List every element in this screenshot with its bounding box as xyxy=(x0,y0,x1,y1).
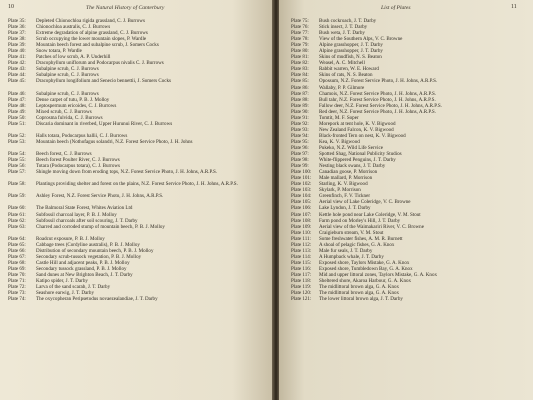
plate-caption: View of the Southern Alps, V. C. Browne xyxy=(319,36,403,43)
plate-caption: Subfossil charcoals after soil scouring, J. T. Darby xyxy=(36,217,138,224)
plate-caption: Secondary scrub-tussock vegetation, P. B. J. Molloy xyxy=(36,253,142,260)
plate-number: Plate 121: xyxy=(291,296,312,303)
plate-number: Plate 90: xyxy=(291,108,309,115)
plate-caption: The Balmoral State Forest, Whites Aviation Ltd xyxy=(36,205,133,212)
plate-number: Plate 62: xyxy=(8,217,26,224)
plate-number: Plate 78: xyxy=(291,36,309,43)
plate-caption: Subalpine scrub, C. J. Burrows xyxy=(36,72,99,79)
plate-entry xyxy=(8,224,270,236)
plate-caption: Larva of the sand scarab, J. T. Darby xyxy=(36,284,111,291)
plate-caption: Mixed scrub, C. J. Burrows xyxy=(36,108,92,115)
plate-caption: Male fur seals, J. T. Darby xyxy=(319,247,373,254)
plate-caption: Dense carpet of tutu, P. B. J. Molloy xyxy=(36,96,110,103)
plate-caption: Subfossil charcoal layer, P. B. J. Molloy xyxy=(36,211,117,218)
plate-number: Plate 36: xyxy=(8,24,26,31)
plate-caption: Beech forest Poulter River, C. J. Burrows xyxy=(36,157,120,164)
plate-number: Plate 64: xyxy=(8,235,26,242)
plate-number: Plate 56: xyxy=(8,163,26,170)
plate-caption: Mountain beech forest and subalpine scrub, J. Somers Cocks xyxy=(36,42,159,49)
plate-number: Plate 60: xyxy=(8,205,26,212)
plate-caption: Weasel, A. C. Mitchell xyxy=(319,60,365,67)
plate-caption: Spotted Shag, National Publicity Studios xyxy=(319,151,402,158)
plate-caption: Aerial view of Lake Coleridge, V. C. Browne xyxy=(319,199,411,206)
plate-caption: Morepork at tent hole, K. V. Bigwood xyxy=(319,120,396,127)
plate-number: Plate 120: xyxy=(291,290,312,297)
plate-number: Plate 39: xyxy=(8,42,26,49)
plate-number: Plate 84: xyxy=(291,72,309,79)
plate-caption: Stick insect, J. T. Darby xyxy=(319,24,368,31)
plate-number: Plate 72: xyxy=(8,284,26,291)
plate-caption: Skins of mudfish, N. S. Beaton xyxy=(319,54,382,61)
plate-number: Plate 71: xyxy=(8,278,26,285)
plate-caption: Totara (Podocarpus totara), C. J. Burrows xyxy=(36,163,121,170)
plate-number: Plate 105: xyxy=(291,199,312,206)
plate-number: Plate 79: xyxy=(291,42,309,49)
plate-caption: Mountain beech (Nothofagus solandri, N.Z. Forest Service Photo, J. H. Johns xyxy=(36,138,193,145)
plate-number: Plate 96: xyxy=(291,144,309,151)
plate-caption: Chionochloa australis, C. J. Burrows xyxy=(36,24,111,31)
plate-caption: Subalpine scrub, C. J. Burrows xyxy=(36,66,99,73)
plate-caption: White-flippered Penguins, J. T. Darby xyxy=(319,157,396,164)
plate-number: Plate 107: xyxy=(291,211,312,218)
plate-entry xyxy=(8,296,270,302)
plate-entry xyxy=(8,121,270,133)
plate-caption: The oxycopheran Peripsetodus novaezealandiae, J. T. Darby xyxy=(36,296,158,303)
plate-number: Plate 114: xyxy=(291,253,312,260)
plate-caption: Lake Lyndon, J. T. Darby xyxy=(319,205,371,212)
plate-number: Plate 49: xyxy=(8,108,26,115)
plate-caption: Scrub occupying the lower mountain slopes, P. Wardle xyxy=(36,36,147,43)
plate-number: Plate 89: xyxy=(291,102,309,109)
plate-caption: Tomtit, M. F. Soper xyxy=(319,114,359,121)
running-head: List of Plates xyxy=(381,5,411,11)
plate-number: Plate 98: xyxy=(291,157,309,164)
plate-caption: Subalpine scrub, C. J. Burrows xyxy=(36,90,99,97)
plate-caption: A Humpback whale, J. T. Darby xyxy=(319,253,384,260)
plate-number: Plate 93: xyxy=(291,126,309,133)
plate-caption: Exposed shore, Tumbledown Bay, G. A. Knox xyxy=(319,265,413,272)
plate-caption: Patches of low scrub, A. P. Underhill xyxy=(36,54,111,61)
plate-number: Plate 67: xyxy=(8,253,26,260)
plate-number: Plate 94: xyxy=(291,132,309,139)
plate-caption: Dracophyllum longifolium and Senecio bennettii, J. Somers Cocks xyxy=(36,78,171,85)
plate-number: Plate 54: xyxy=(8,151,26,158)
plate-number: Plate 74: xyxy=(8,296,26,303)
plate-number: Plate 119: xyxy=(291,284,312,291)
plate-caption: Depleted Chionochloa rigida grassland, C. J. Burrows xyxy=(36,18,145,24)
plate-caption: Discaria dominant in riverbed, Upper Hurunui River, C. J. Burrows xyxy=(36,120,173,127)
plate-number: Plate 95: xyxy=(291,138,309,145)
plate-number: Plate 48: xyxy=(8,102,26,109)
plate-number: Plate 77: xyxy=(291,30,309,37)
plate-caption: Castle Hill and adjacent peaks, P. B. J. Molloy xyxy=(36,259,130,266)
plate-number: Plate 70: xyxy=(8,271,26,278)
plate-number: Plate 110: xyxy=(291,229,312,236)
plate-number: Plate 83: xyxy=(291,66,309,73)
plate-number: Plate 80: xyxy=(291,48,309,55)
plate-caption: Alpine grasshopper, J. T. Darby xyxy=(319,42,383,49)
plate-caption: Pukeko, N.Z. Wild Life Service xyxy=(319,144,384,151)
plate-number: Plate 97: xyxy=(291,151,309,158)
plate-caption: Greenfinch, F. V. Tickner xyxy=(319,193,370,200)
plate-caption: The lower littoral brown alga, J. T. Darby xyxy=(319,296,403,303)
plate-number: Plate 46: xyxy=(8,90,26,97)
plate-number: Plate 53: xyxy=(8,138,26,145)
plate-number: Plate 118: xyxy=(291,278,312,285)
plate-caption: Seashore earwig, J. T. Darby xyxy=(36,290,94,297)
plate-entry xyxy=(8,169,270,181)
plate-caption: Charred and corroded stump of mountain beech, P. B. J. Molloy xyxy=(36,223,165,230)
plate-number: Plate 38: xyxy=(8,36,26,43)
plate-caption: Fallow deer, N.Z. Forest Service Photo, J. H. Johns, A.R.P.S. xyxy=(319,102,442,109)
plate-caption: Katipo spider, J. T. Darby xyxy=(36,278,88,285)
plate-caption: Beech forest, C. J. Burrows xyxy=(36,151,92,158)
plate-number: Plate 51: xyxy=(8,120,26,127)
plate-number: Plate 73: xyxy=(8,290,26,297)
plate-number: Plate 37: xyxy=(8,30,26,37)
page-number: 10 xyxy=(8,4,14,10)
plate-number: Plate 106: xyxy=(291,205,312,212)
plate-caption: Opossum, N.Z. Forest Service Photo, J. H. Johns, A.R.P.S. xyxy=(319,78,438,85)
plate-caption: Ashley Forest, N.Z. Forest Service Photo, J. H. Johns, A.R.P.S. xyxy=(36,193,164,200)
plate-caption: Snow totara, P. Wardle xyxy=(36,48,82,55)
plate-number: Plate 76: xyxy=(291,24,309,31)
plate-number: Plate 59: xyxy=(8,193,26,200)
plate-caption: Leptospermum ericoides, C. J. Burrows xyxy=(36,102,117,109)
plate-caption: Mid and upper littoral zones, Taylors Mistake, G. A. Knox xyxy=(319,271,437,278)
plate-caption: The midlittoral brown alga, G. A. Knox xyxy=(319,284,400,291)
plate-caption: Sand dunes at New Brighton Beach, J. T. Darby xyxy=(36,271,133,278)
plate-caption: Shingle moving down from eroding tops, N.Z. Forest Service Photo, J. H. Johns, A.R.P.S. xyxy=(36,169,218,176)
plate-number: Plate 75: xyxy=(291,18,309,24)
plate-number: Plate 108: xyxy=(291,217,312,224)
plate-number: Plate 65: xyxy=(8,241,26,248)
right-page xyxy=(279,0,533,400)
plate-number: Plate 111: xyxy=(291,235,311,242)
plate-number: Plate 66: xyxy=(8,247,26,254)
plate-number: Plate 52: xyxy=(8,132,26,139)
plate-number: Plate 35: xyxy=(8,18,26,24)
plate-number: Plate 68: xyxy=(8,259,26,266)
plate-number: Plate 43: xyxy=(8,66,26,73)
plate-number: Plate 63: xyxy=(8,223,26,230)
plate-caption: A shoal of pelagic fishes, G. A. Knox xyxy=(319,241,395,248)
plate-caption: Nesting black swans, J. T. Darby xyxy=(319,163,386,170)
plate-number: Plate 117: xyxy=(291,271,312,278)
plate-caption: Male mallard, P. Morrison xyxy=(319,175,373,182)
plate-number: Plate 112: xyxy=(291,241,312,248)
plate-entry xyxy=(8,193,270,205)
plate-number: Plate 45: xyxy=(8,78,26,85)
plate-caption: Kea, K. V. Bigwood xyxy=(319,138,360,145)
plate-caption: Black-fronted Tern on nest, K. V. Bigwood xyxy=(319,132,406,139)
plate-caption: Aerial view of the Waimakariri River, V. C. Browne xyxy=(319,223,424,230)
plate-number: Plate 55: xyxy=(8,157,26,164)
plate-number: Plate 113: xyxy=(291,247,312,254)
plate-caption: Extreme degradation of alpine grassland, C. J. Burrows xyxy=(36,30,148,37)
plate-caption: Canadian goose, P. Morrison xyxy=(319,169,378,176)
plate-caption: Bull tahr, N.Z. Forest Service Photo, J. H. Johns, A.R.P.S. xyxy=(319,96,436,103)
plate-entry xyxy=(8,78,270,90)
plate-number: Plate 69: xyxy=(8,265,26,272)
plate-number: Plate 82: xyxy=(291,60,309,67)
plate-number: Plate 40: xyxy=(8,48,26,55)
plate-caption: Bush cockroach, J. T. Darby xyxy=(319,18,377,24)
plate-caption: Starling, K. V. Bigwood xyxy=(319,181,368,188)
plate-number: Plate 100: xyxy=(291,169,312,176)
plate-caption: Secondary tussock grassland, P. B. J. Molloy xyxy=(36,265,127,272)
plate-number: Plate 86: xyxy=(291,84,309,91)
plate-caption: Distribution of secondary mountain beech, P. B. J. Molloy xyxy=(36,247,154,254)
plate-number: Plate 102: xyxy=(291,181,312,188)
plate-number: Plate 104: xyxy=(291,193,312,200)
plate-caption: Halls totara, Podocarpus hallii, C. J. Burrows xyxy=(36,132,128,139)
plate-caption: Roadcut exposure, P. B. J. Molloy xyxy=(36,235,105,242)
plate-entry xyxy=(291,296,529,302)
plate-caption: New Zealand Falcon, K. V. Bigwood xyxy=(319,126,394,133)
plate-number: Plate 61: xyxy=(8,211,26,218)
plate-number: Plate 47: xyxy=(8,96,26,103)
plate-number: Plate 88: xyxy=(291,96,309,103)
plate-caption: Coprosma fulvida, C. J. Burrows xyxy=(36,114,103,121)
plate-caption: Alpine grasshopper, J. T. Darby xyxy=(319,48,383,55)
plate-caption: Bush weta, J. T. Darby xyxy=(319,30,365,37)
plate-caption: Chamois, N.Z. Forest Service Photo, J. H. Johns, A.R.P.S. xyxy=(319,90,437,97)
plate-caption: Cabbage trees (Cordyline australis), P. B. J. Molloy xyxy=(36,241,140,248)
plate-number: Plate 92: xyxy=(291,120,309,127)
plate-number: Plate 103: xyxy=(291,187,312,194)
plate-caption: Exposed shore, Taylors Mistake, G. A. Knox xyxy=(319,259,410,266)
plate-number: Plate 41: xyxy=(8,54,26,61)
plate-entry xyxy=(8,181,270,193)
plate-number: Plate 85: xyxy=(291,78,309,85)
plate-caption: Plantings providing shelter and forest on the plains, N.Z. Forest Service Photo, J. H. Johns, A.R.P.S. xyxy=(36,181,238,188)
plate-caption: The midlittoral brown alga, G. A. Knox xyxy=(319,290,400,297)
plate-caption: Some freshwater fishes, A. M. R. Burnett xyxy=(319,235,403,242)
plate-caption: Rabbit warren, W. E. Howard xyxy=(319,66,379,73)
plate-caption: Sheltered shore, Akaroa Harbour, G. A. Knox xyxy=(319,278,412,285)
plate-number: Plate 81: xyxy=(291,54,309,61)
plate-number: Plate 42: xyxy=(8,60,26,67)
plate-caption: Skins of rats, N. S. Beaton xyxy=(319,72,373,79)
plate-number: Plate 101: xyxy=(291,175,312,182)
plate-caption: Wallaby, P. P. Gilmore xyxy=(319,84,365,91)
plate-entry xyxy=(8,139,270,151)
plate-list xyxy=(291,18,529,302)
plate-caption: Dracophyllum uniflorum and Podocarpus nivalis C. J. Burrows xyxy=(36,60,164,67)
page-number: 11 xyxy=(511,4,517,10)
plate-caption: Red deer, N.Z. Forest Service Photo, J. H. Johns, A.R.P.S. xyxy=(319,108,436,115)
plate-number: Plate 91: xyxy=(291,114,309,121)
plate-number: Plate 57: xyxy=(8,169,26,176)
plate-caption: Kettle hole pond near Lake Coleridge, V. M. Stout xyxy=(319,211,421,218)
plate-number: Plate 44: xyxy=(8,72,26,79)
plate-number: Plate 99: xyxy=(291,163,309,170)
plate-list xyxy=(8,18,270,302)
plate-caption: Skylark, P. Morrison xyxy=(319,187,361,194)
plate-number: Plate 116: xyxy=(291,265,312,272)
plate-number: Plate 109: xyxy=(291,223,312,230)
plate-caption: Farm pond on Morley's Hill, J. T. Darby xyxy=(319,217,401,224)
plate-number: Plate 115: xyxy=(291,259,312,266)
plate-number: Plate 87: xyxy=(291,90,309,97)
plate-caption: Craigieburn stream, V. M. Stout xyxy=(319,229,384,236)
plate-number: Plate 58: xyxy=(8,181,26,188)
plate-number: Plate 50: xyxy=(8,114,26,121)
running-head: The Natural History of Canterbury xyxy=(86,5,165,11)
